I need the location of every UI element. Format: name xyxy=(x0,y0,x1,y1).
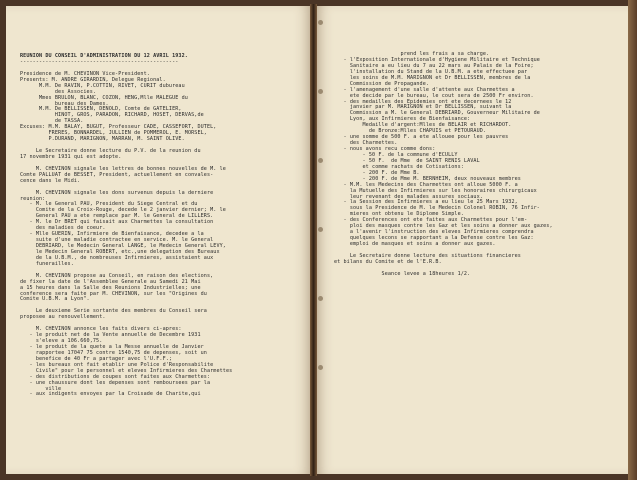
left-page-line: M. CHEVINON annonce les faits divers ci-apres: xyxy=(20,326,182,333)
left-page-line: proposee au renouvellement. xyxy=(20,314,106,321)
left-page-line: - M. le General PAU, President du Siege Central et du xyxy=(20,201,198,208)
right-page-line: et comme rachats de Cotisations: xyxy=(334,163,464,170)
left-page-line: - le produit de la quete a la Messe annuelle de Janvier xyxy=(20,343,204,350)
left-page-line: s'eleve a 106.660,75. xyxy=(20,338,103,344)
left-page-line: M. CHEVINON propose au Conseil, en raison des elections, xyxy=(20,272,214,279)
right-page-line: - M.M. les Medecins des Charmettes ont alloue 5000 F. a xyxy=(334,181,518,188)
left-page-line: - aux indigents envoyes par la Croisade de Charite,qui xyxy=(20,391,201,398)
left-page-line: Le Secretaire donne lecture du P.V. de la reunion du xyxy=(20,148,201,154)
right-page-line: Commission a M. le General DEBRIARD, Gouverneur Militaire de xyxy=(334,110,540,117)
left-page-line: Comite de la Croix-Rouge, decede le 2 janvier dernier; M. le xyxy=(20,207,226,214)
left-page-line: - des distributions de coupes sont faites aux Charmettes: xyxy=(20,373,211,380)
right-page-line: ete decide par le bureau, le cout sera de 2500 Fr environ. xyxy=(334,92,534,99)
left-page-line: P.DURAND, MARIGNON, MARRAN, M. SAINT OLIVE. xyxy=(20,136,185,143)
left-page-line: 17 novembre 1931 qui est adopte. xyxy=(20,153,122,160)
right-page-line: - 200 F. de Mme M. BERNHEIM, deux nouveaux membres xyxy=(334,175,521,182)
right-page xyxy=(316,6,628,474)
left-page-line: General PAU a ete remplace par M. le General de LILLERS. xyxy=(20,213,214,220)
right-page-line: a l'avenir l'instruction des eleves Infirmieres comprendra xyxy=(334,229,534,236)
left-page-line: rapportee 17047 75 contre 1540,75 de depenses, soit un xyxy=(20,349,207,356)
left-page-line: de TASSA. xyxy=(20,118,84,125)
left-page-line: M. CHEVINON signale les dons survenus depuis la derniere xyxy=(20,189,214,196)
left-page-line: Comte PALLUAT de BESSET, President, actuellement en convales- xyxy=(20,171,214,178)
right-page-line: - la Session des Infirmieres a eu lieu le 25 Mars 1932, xyxy=(334,199,518,206)
left-page-line: - le produit net de la Vente annuelle de Decembre 1931 xyxy=(20,332,201,339)
right-page-line: prend les frais a sa charge. xyxy=(334,51,490,57)
left-page xyxy=(6,6,311,474)
page-edge xyxy=(628,0,637,480)
right-page-line: - 50 F. de Mme de SAINT RENIS LAVAL xyxy=(334,157,480,164)
left-page-line: Presidence de M. CHEVINON Vice-President. xyxy=(20,70,150,77)
right-page-line: Sanitaire a eu lieu du 7 au 22 mars au Palais de la Foire; xyxy=(334,62,534,69)
left-page-line: - une chaussure dont les depenses sont remboursees par la xyxy=(20,379,211,386)
right-page-line: et bilans du Comite et de l'E.R.B. xyxy=(334,258,442,265)
left-page-line: Comite U.B.M. a Lyon". xyxy=(20,296,90,303)
left-page-line: -------------------------------------------------- xyxy=(20,58,179,65)
right-page-line: janvier par M. MARIGNON et Dr BELLISSEN, suivant la xyxy=(334,104,512,111)
right-page-line: - des medailles des Epidemies ont ete decernees le 12 xyxy=(334,98,512,105)
left-page-line: - M. le Dr BRET qui faisait aux Charmettes la consultation xyxy=(20,219,214,226)
left-page-line: - Mlle GUERIN, Infirmiere de Bienfaisance, decedee a la xyxy=(20,231,204,238)
left-page-line: Presents: M. ANDRE GIRARDIN, Delegue Regional. xyxy=(20,76,166,83)
left-page-line: M. CHEVINON signale les lettres de bonnes nouvelles de M. le xyxy=(20,165,226,172)
right-page-line: - nous avons recu comme dons: xyxy=(334,146,436,152)
right-page-line: emploi de masques et soins a donner aux gazes. xyxy=(334,241,496,247)
right-page-line: - l'Exposition Internationale d'Hygiene Militaire et Technique xyxy=(334,56,540,63)
left-page-line: DEBRIARD, le Medecin General LANGE, le Medecin General LEVY, xyxy=(20,243,226,249)
right-page-line: sous la Presidence de M. le Medecin Colonel ROBIN, 76 Infir- xyxy=(334,205,540,212)
left-page-line: reunion: xyxy=(20,195,46,202)
left-page-line: de fixer la date de l'Assemblee Generale au Samedi 21 Mai xyxy=(20,278,201,285)
left-page-line: des Associes. xyxy=(20,88,97,95)
left-page-line: ville xyxy=(20,385,62,392)
right-page-line: - une somme de 500 F. a ete allouee pour les pauvres xyxy=(334,134,509,141)
left-page-line: M.M. De BELLISSEN, DENOLD, Comte de GATELIER, xyxy=(20,106,182,113)
right-page-line: - l'amenagement d'une salle d'attente aux Charmettes a xyxy=(334,86,515,93)
left-page-line: Excuses: M.M. BALAY, BUGUT, Professeur CADE, CASSEFORT, DUTEL, xyxy=(20,124,217,131)
right-page-line: Lyon, aux Infirmieres de Bienfaisance: xyxy=(334,116,471,123)
book-gutter xyxy=(310,4,317,476)
right-page-text xyxy=(334,52,553,278)
right-page-line: mieres ont obtenu le Diplome Simple. xyxy=(334,211,464,218)
left-page-line: des maladies de coeur. xyxy=(20,225,106,232)
right-page-line: quelques lecons se rapportant a la Defense contre les Gaz: xyxy=(334,235,534,242)
left-page-line: cence dans le Midi. xyxy=(20,177,81,184)
right-page-line: Commission de Propagande. xyxy=(334,80,430,87)
right-page-line: Seance levee a 18heures 1/2. xyxy=(334,270,471,277)
right-page-line: leur revenant des malades assures sociaux. xyxy=(334,193,483,200)
left-page-line: Civile" pour le personnel et eleves Infirmieres des Charmettes xyxy=(20,367,233,374)
left-page-line: M.M. De RAVIN, P.COTTIN, RIVET, CURIT dubureau xyxy=(20,82,185,89)
right-page-line: Le Secretaire donne lecture des situations financieres xyxy=(334,252,521,259)
left-page-line: a 15 heures dans la Salle des Reunions Industrielles; une xyxy=(20,284,201,291)
right-page-line: - 200 F. de Mme B. xyxy=(334,169,420,176)
left-page-line: FRERES, BONNARDEL, JULLIEN de POMMEROL, E. MORSEL, xyxy=(20,130,207,137)
right-page-line: la Mutuelle des Infirmieres sur les honoraires chirurgicaux xyxy=(334,187,537,194)
binding-holes xyxy=(318,20,328,434)
right-page-line: Medaille d'argent:Mlles de BELAIR et RICHARDOT. xyxy=(334,122,512,129)
right-page-line: - 50 F. de la commune d'ECULLY xyxy=(334,151,458,158)
left-page-line: - les bureaux ont fait etablir une Police d'Responsabilite xyxy=(20,361,214,368)
right-page-line: des Charmettes. xyxy=(334,140,398,147)
left-page-line: REUNION DU CONSEIL D'ADMINISTRATION DU 12 AVRIL 1932. xyxy=(20,53,188,59)
left-page-line: bureau des Dames. xyxy=(20,100,109,107)
left-page-line: conference sera faite par M. CHEVINON, sur les "Origines du xyxy=(20,290,207,297)
right-page-line: les soins de M.M. MARIGNON et Dr BELLISSEN, membres de la xyxy=(334,74,531,81)
left-page-line: de la U.B.M., de nombreuses Infirmieres, assistaient aux xyxy=(20,254,214,261)
left-page-text xyxy=(20,54,232,398)
right-page-line: ploi des masques contre les Gaz et les soins a donner aux gazes, xyxy=(334,223,553,230)
right-page-line: de Bronze:Mlles CHAPUIS et PETOURAUD. xyxy=(334,128,487,135)
left-page-line: le Medecin General ROBERT, etc.,une delegation des Bureaux xyxy=(20,248,220,255)
left-page-line: Mmes BRULON, BLANC, COZON, HENG,Mlle MALEGUE du xyxy=(20,94,188,101)
right-page-line: l'installation du Stand de la U.B.M. a ete effectuee par xyxy=(334,68,528,75)
left-page-line: Le deuxieme Serie sortante des membres du Conseil sera xyxy=(20,308,207,315)
left-page-line: benefice de 40 Fr a partager avec l'U.F.F.; xyxy=(20,355,173,362)
left-page-line: HINOT, GROS, PARADON, RICHARD, HOSET, DERVAS,de xyxy=(20,112,204,119)
left-page-line: suite d'une maladie contractee en service. M. le General xyxy=(20,237,214,244)
right-page-line: - des Conferences ont ete faites aux Charmettes pour l'em- xyxy=(334,217,528,224)
left-page-line: funerailles. xyxy=(20,260,74,267)
